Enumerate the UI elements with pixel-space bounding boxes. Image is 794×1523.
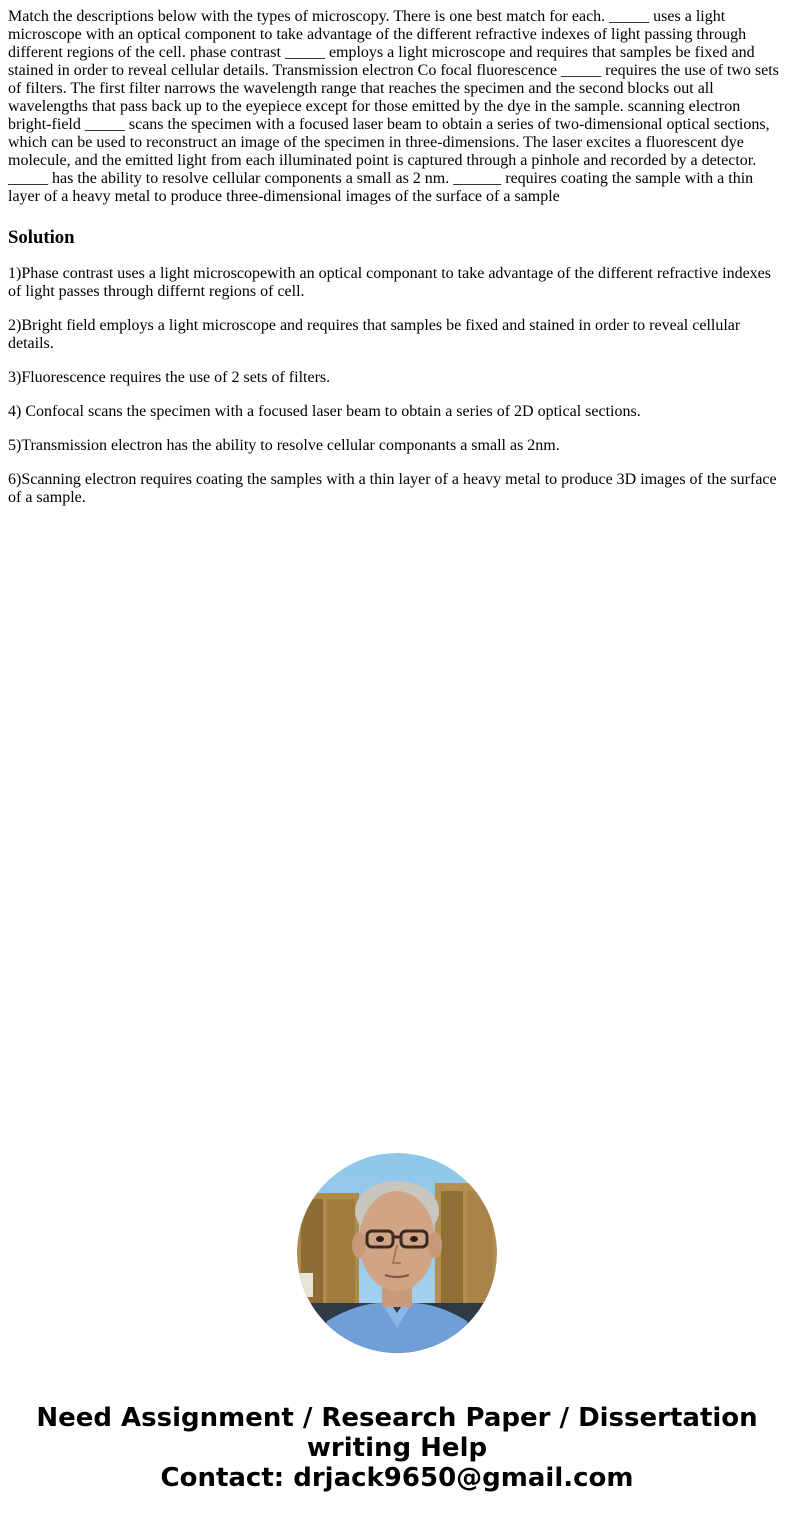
person-photo-icon [297,1153,497,1353]
avatar [297,1153,497,1353]
answer-item: 5)Transmission electron has the ability to resolve cellular componants a small as 2nm. [8,437,560,454]
answer-item: 3)Fluorescence requires the use of 2 sets of filters. [8,369,331,386]
question-text: Match the descriptions below with the types of microscopy. There is one best match for each. _____ uses a light microscope with an optical component to take advantage of the different refractive indexes of light passing through different regions of the cell. phase contrast _____ employs a light microscope and requires that samples be fixed and stained in order to reveal cellular details. Transmission electron Co focal fluorescence _____ requires the use of two sets of filters. The first filter narrows the wavelength range that reaches the specimen and the second blocks out all wavelengths that pass back up to the eyepiece except for those emitted by the dye in the sample. scanning electron bright-field _____ scans the specimen with a focused laser beam to obtain a series of two-dimensional optical sections, which can be used to reconstruct an image of the specimen in three-dimensions. The laser excites a fluorescent dye molecule, and the emitted light from each illuminated point is captured through a pinhole and recorded by a detector. _____ has the ability to resolve cellular components a small as 2 nm. ______ requires coating the sample with a thin layer of a heavy metal to produce three-dimensional images of the surface of a sample [8,8,779,205]
answer-item: 4) Confocal scans the specimen with a focused laser beam to obtain a series of 2D optical sections. [8,403,641,420]
page-content [0,0,794,507]
answer-item: 1)Phase contrast uses a light microscopewith an optical componant to take advantage of the different refractive indexes of light passes through differnt regions of cell. [8,265,771,300]
answer-item: 2)Bright field employs a light microscope and requires that samples be fixed and stained in order to reveal cellular details. [8,317,741,352]
ad-banner [0,1403,794,1493]
ad-line-2: writing Help [306,1433,488,1463]
ad-contact: Contact: drjack9650@gmail.com [160,1463,634,1493]
answers-list [8,265,786,507]
answer-item: 6)Scanning electron requires coating the samples with a thin layer of a heavy metal to produce 3D images of the surface of a sample. [8,471,777,506]
ad-line-1: Need Assignment / Research Paper / Dissertation [36,1403,758,1433]
solution-heading: Solution [8,227,75,248]
